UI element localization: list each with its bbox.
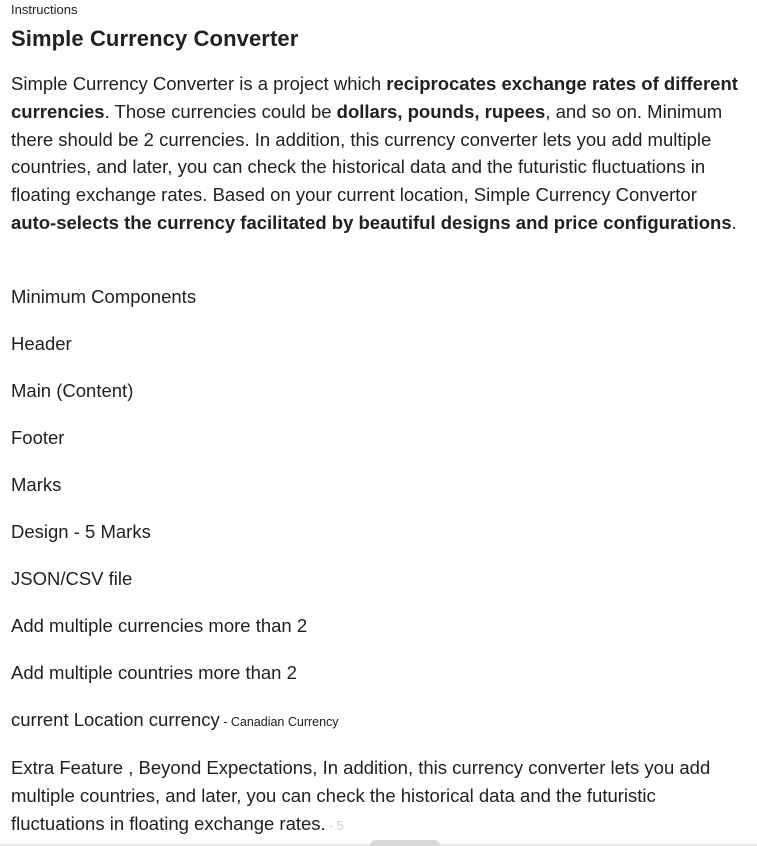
intro-text-4: .: [731, 211, 737, 233]
add-countries-item: Add multiple countries more than 2: [11, 662, 297, 683]
header-item: Header: [11, 333, 72, 354]
main-content-item: Main (Content): [11, 380, 134, 401]
current-location-note: - Canadian Currency: [219, 715, 339, 729]
page-title: Simple Currency Converter: [11, 26, 299, 51]
current-location-item: [11, 709, 339, 731]
footer-item: Footer: [11, 427, 65, 448]
current-location-label: current Location currency: [11, 709, 220, 730]
section-label: Instructions: [11, 2, 78, 17]
add-currencies-item: Add multiple currencies more than 2: [11, 615, 308, 636]
intro-text-2: . Those currencies could be: [104, 100, 337, 122]
extra-feature-paragraph: [11, 754, 751, 840]
design-marks-item: Design - 5 Marks: [11, 521, 151, 542]
extra-feature-text: Extra Feature , Beyond Expectations, In addition, this currency converter lets you add multiple countries, and later, you can check the historical data and the futuristic fluctuations in floating exchange rates.: [11, 757, 711, 834]
intro-text-1: Simple Currency Converter is a project which: [11, 73, 387, 94]
marks-heading: Marks: [11, 474, 62, 495]
bottom-scroll-hint: [370, 840, 440, 846]
minimum-components-heading: Minimum Components: [11, 286, 197, 307]
intro-paragraph: [11, 70, 746, 237]
intro-text-3: , and so on. Minimum there should be 2 currencies. In addition, this currency converter lets you add multiple countries, and later, you can check the historical data and the futuristic fluctuations in floating exchange rates. Based on your current location, Simple Currency Convertor: [11, 100, 723, 206]
intro-bold-1: reciprocates exchange rates of different currencies: [11, 73, 738, 122]
json-csv-item: JSON/CSV file: [11, 568, 133, 589]
extra-feature-trailing: - 5: [325, 818, 344, 833]
intro-bold-3: auto-selects the currency facilitated by beautiful designs and price configurations: [11, 211, 732, 233]
intro-bold-2: dollars, pounds, rupees: [336, 100, 546, 122]
